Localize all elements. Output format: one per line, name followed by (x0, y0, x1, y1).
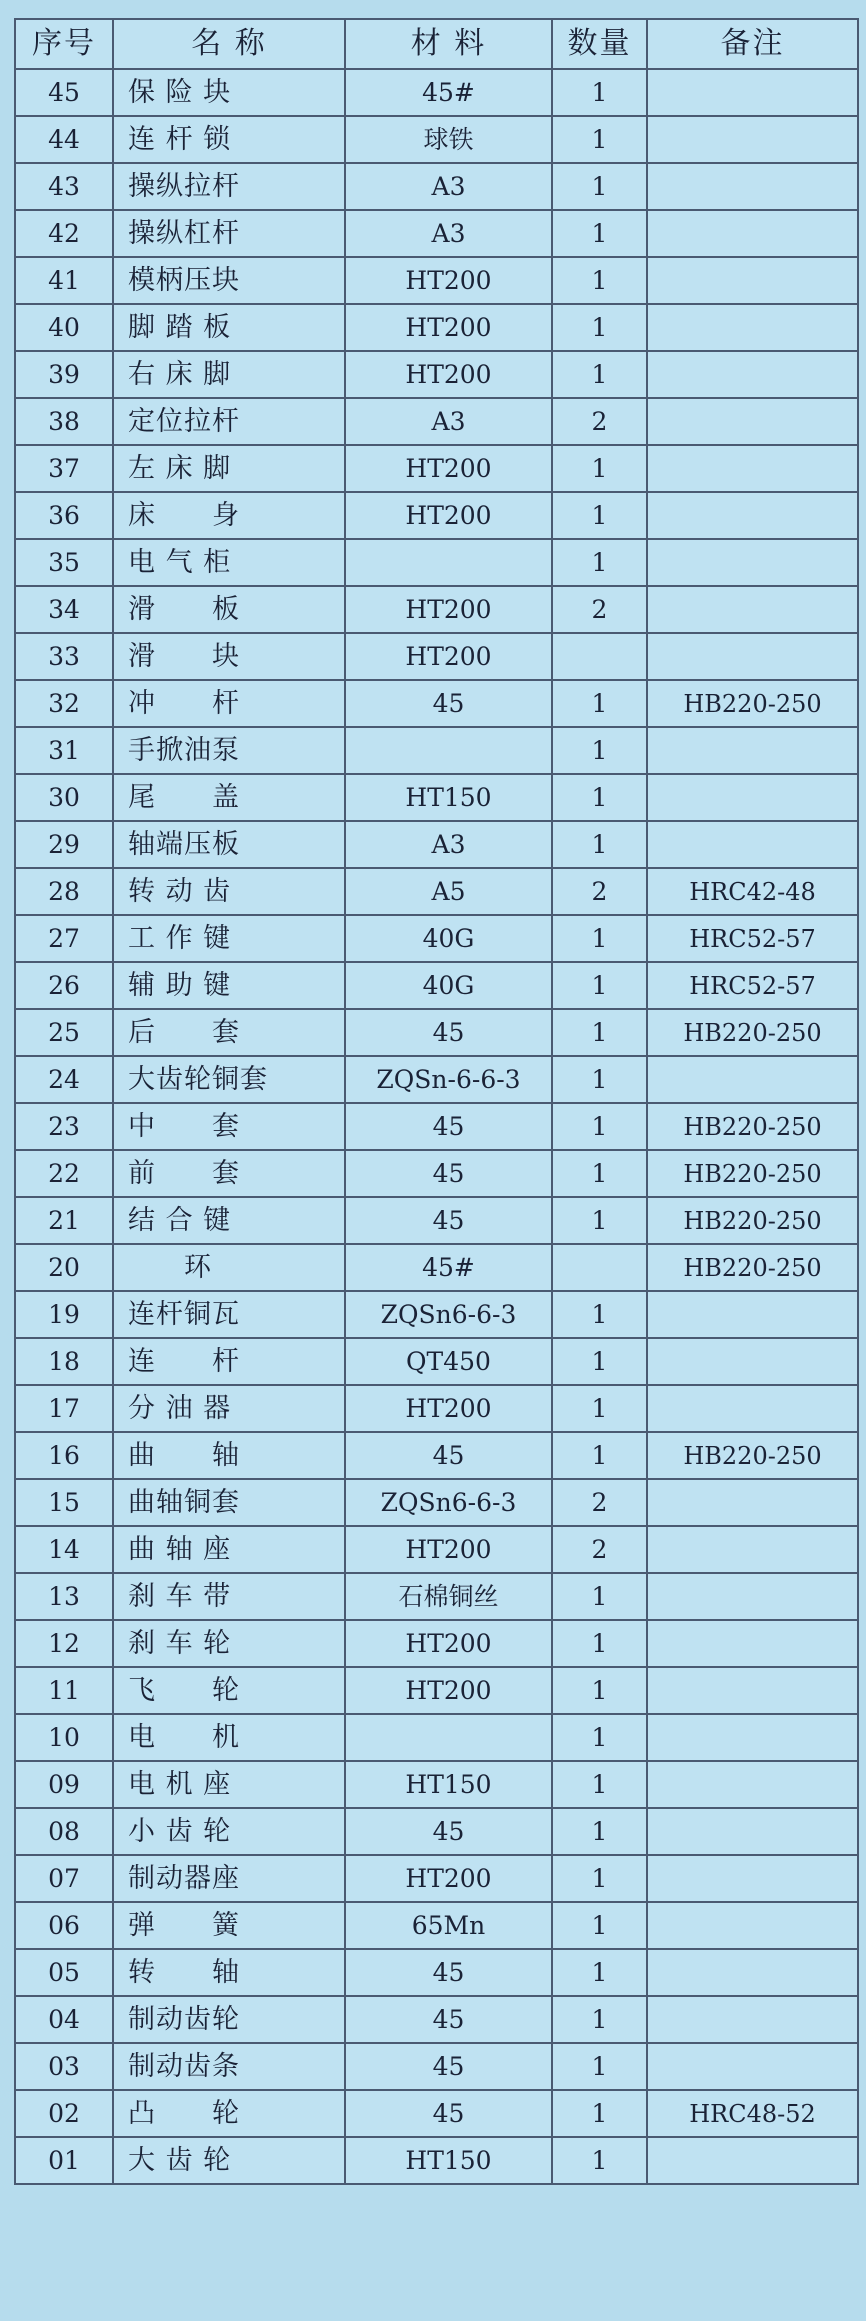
row-no: 29 (15, 821, 113, 868)
row-qty: 1 (552, 1855, 647, 1902)
table-row (15, 1855, 858, 1902)
row-note (647, 163, 858, 210)
row-no: 19 (15, 1291, 113, 1338)
row-material: HT200 (345, 1526, 552, 1573)
row-no: 24 (15, 1056, 113, 1103)
row-note (647, 1761, 858, 1808)
header-note: 备注 (647, 19, 858, 69)
row-material: A3 (345, 163, 552, 210)
row-no: 03 (15, 2043, 113, 2090)
row-name: 操纵拉杆 (113, 163, 345, 210)
row-no: 13 (15, 1573, 113, 1620)
row-material: HT200 (345, 633, 552, 680)
row-qty: 1 (552, 304, 647, 351)
row-note (647, 1338, 858, 1385)
row-material: HT200 (345, 304, 552, 351)
row-material: 45 (345, 2090, 552, 2137)
row-qty: 2 (552, 1479, 647, 1526)
row-qty: 1 (552, 257, 647, 304)
table-row (15, 680, 858, 727)
row-material: A5 (345, 868, 552, 915)
table-row (15, 1197, 858, 1244)
table-row (15, 1291, 858, 1338)
row-qty: 1 (552, 69, 647, 116)
table-row (15, 1479, 858, 1526)
table-row (15, 962, 858, 1009)
row-note (647, 492, 858, 539)
row-note: HRC52-57 (647, 915, 858, 962)
row-no: 32 (15, 680, 113, 727)
table-row (15, 2043, 858, 2090)
row-qty: 1 (552, 1949, 647, 1996)
row-name: 刹 车 带 (113, 1573, 345, 1620)
header-name: 名 称 (113, 19, 345, 69)
row-material: HT200 (345, 257, 552, 304)
row-name: 工 作 键 (113, 915, 345, 962)
row-note (647, 633, 858, 680)
row-note: HB220-250 (647, 1197, 858, 1244)
row-name: 电 气 柜 (113, 539, 345, 586)
row-qty: 1 (552, 210, 647, 257)
row-material: HT150 (345, 774, 552, 821)
table-row (15, 398, 858, 445)
row-note: HRC52-57 (647, 962, 858, 1009)
table-row (15, 633, 858, 680)
row-qty: 1 (552, 1573, 647, 1620)
row-note (647, 1855, 858, 1902)
row-material: 45 (345, 1103, 552, 1150)
row-name: 环 (113, 1244, 345, 1291)
row-note (647, 1996, 858, 2043)
row-material: 40G (345, 962, 552, 1009)
row-no: 39 (15, 351, 113, 398)
row-note: HRC48-52 (647, 2090, 858, 2137)
row-no: 37 (15, 445, 113, 492)
row-material: HT200 (345, 1385, 552, 1432)
row-no: 14 (15, 1526, 113, 1573)
row-material: HT200 (345, 445, 552, 492)
row-note (647, 586, 858, 633)
row-material: 45 (345, 1432, 552, 1479)
table-row (15, 1432, 858, 1479)
row-no: 28 (15, 868, 113, 915)
row-no: 33 (15, 633, 113, 680)
table-row (15, 1808, 858, 1855)
row-name: 凸 轮 (113, 2090, 345, 2137)
row-name: 连 杆 (113, 1338, 345, 1385)
row-material: A3 (345, 398, 552, 445)
row-note (647, 2137, 858, 2184)
row-material: ZQSn-6-6-3 (345, 1056, 552, 1103)
row-material (345, 1714, 552, 1761)
table-row (15, 116, 858, 163)
row-qty: 1 (552, 492, 647, 539)
row-no: 38 (15, 398, 113, 445)
row-qty: 1 (552, 1009, 647, 1056)
row-no: 04 (15, 1996, 113, 2043)
row-qty: 1 (552, 962, 647, 1009)
row-material: HT200 (345, 1667, 552, 1714)
row-no: 42 (15, 210, 113, 257)
table-row (15, 1103, 858, 1150)
row-name: 结 合 键 (113, 1197, 345, 1244)
row-name: 制动齿条 (113, 2043, 345, 2090)
table-row (15, 445, 858, 492)
row-note (647, 1949, 858, 1996)
row-material: ZQSn6-6-3 (345, 1291, 552, 1338)
table-row (15, 1150, 858, 1197)
row-material: 45 (345, 1197, 552, 1244)
row-name: 手掀油泵 (113, 727, 345, 774)
row-note (647, 2043, 858, 2090)
row-note (647, 774, 858, 821)
row-note (647, 1902, 858, 1949)
row-name: 小 齿 轮 (113, 1808, 345, 1855)
row-name: 床 身 (113, 492, 345, 539)
row-material: 40G (345, 915, 552, 962)
row-qty: 1 (552, 351, 647, 398)
row-note (647, 1385, 858, 1432)
table-row (15, 586, 858, 633)
row-material: 45 (345, 1808, 552, 1855)
row-material (345, 539, 552, 586)
table-row (15, 1714, 858, 1761)
row-material (345, 727, 552, 774)
row-note: HRC42-48 (647, 868, 858, 915)
parts-list-table (14, 18, 859, 2185)
row-name: 刹 车 轮 (113, 1620, 345, 1667)
row-qty: 2 (552, 398, 647, 445)
row-qty: 1 (552, 1667, 647, 1714)
table-row (15, 821, 858, 868)
row-note (647, 727, 858, 774)
row-name: 大 齿 轮 (113, 2137, 345, 2184)
row-no: 30 (15, 774, 113, 821)
row-name: 滑 块 (113, 633, 345, 680)
row-note: HB220-250 (647, 1103, 858, 1150)
row-no: 09 (15, 1761, 113, 1808)
row-no: 10 (15, 1714, 113, 1761)
table-row (15, 2090, 858, 2137)
row-no: 26 (15, 962, 113, 1009)
row-no: 20 (15, 1244, 113, 1291)
table-row (15, 304, 858, 351)
row-qty: 1 (552, 1714, 647, 1761)
table-row (15, 1902, 858, 1949)
row-note (647, 351, 858, 398)
row-material: HT200 (345, 351, 552, 398)
table-row (15, 1244, 858, 1291)
row-note (647, 1573, 858, 1620)
row-qty: 1 (552, 1291, 647, 1338)
row-material: QT450 (345, 1338, 552, 1385)
row-name: 模柄压块 (113, 257, 345, 304)
row-name: 脚 踏 板 (113, 304, 345, 351)
row-name: 制动器座 (113, 1855, 345, 1902)
row-qty: 1 (552, 727, 647, 774)
row-qty: 1 (552, 1056, 647, 1103)
row-name: 前 套 (113, 1150, 345, 1197)
row-note (647, 304, 858, 351)
row-name: 曲轴铜套 (113, 1479, 345, 1526)
row-name: 定位拉杆 (113, 398, 345, 445)
row-qty: 1 (552, 1761, 647, 1808)
row-note: HB220-250 (647, 1432, 858, 1479)
row-name: 后 套 (113, 1009, 345, 1056)
row-name: 保 险 块 (113, 69, 345, 116)
row-name: 中 套 (113, 1103, 345, 1150)
row-note: HB220-250 (647, 1150, 858, 1197)
table-row (15, 210, 858, 257)
row-no: 17 (15, 1385, 113, 1432)
row-name: 曲 轴 (113, 1432, 345, 1479)
row-name: 左 床 脚 (113, 445, 345, 492)
table-row (15, 1056, 858, 1103)
row-qty: 1 (552, 2137, 647, 2184)
table-row (15, 163, 858, 210)
table-row (15, 1385, 858, 1432)
row-qty: 1 (552, 445, 647, 492)
table-row (15, 868, 858, 915)
row-qty: 1 (552, 116, 647, 163)
table-row (15, 492, 858, 539)
row-material: 45 (345, 2043, 552, 2090)
row-name: 制动齿轮 (113, 1996, 345, 2043)
row-material: A3 (345, 210, 552, 257)
row-qty: 1 (552, 1432, 647, 1479)
table-row (15, 774, 858, 821)
row-note (647, 398, 858, 445)
row-no: 01 (15, 2137, 113, 2184)
row-no: 27 (15, 915, 113, 962)
row-material: 45 (345, 1009, 552, 1056)
row-qty: 2 (552, 1526, 647, 1573)
row-no: 34 (15, 586, 113, 633)
row-no: 45 (15, 69, 113, 116)
row-name: 曲 轴 座 (113, 1526, 345, 1573)
row-qty: 1 (552, 2043, 647, 2090)
row-qty: 1 (552, 915, 647, 962)
row-no: 44 (15, 116, 113, 163)
row-qty: 2 (552, 868, 647, 915)
header-no: 序号 (15, 19, 113, 69)
row-qty: 1 (552, 1150, 647, 1197)
row-qty: 2 (552, 586, 647, 633)
row-no: 23 (15, 1103, 113, 1150)
row-no: 11 (15, 1667, 113, 1714)
row-no: 16 (15, 1432, 113, 1479)
row-material: 45# (345, 1244, 552, 1291)
row-qty: 1 (552, 1620, 647, 1667)
parts-list-sheet (14, 18, 857, 2185)
table-row (15, 1996, 858, 2043)
table-row (15, 1338, 858, 1385)
row-no: 40 (15, 304, 113, 351)
row-note (647, 210, 858, 257)
row-material: HT200 (345, 492, 552, 539)
row-qty: 1 (552, 1902, 647, 1949)
table-row (15, 69, 858, 116)
row-qty: 1 (552, 680, 647, 727)
row-note (647, 1056, 858, 1103)
row-note (647, 1714, 858, 1761)
table-row (15, 257, 858, 304)
row-qty: 1 (552, 1338, 647, 1385)
row-name: 转 动 齿 (113, 868, 345, 915)
row-no: 05 (15, 1949, 113, 1996)
row-note (647, 1620, 858, 1667)
row-material: HT150 (345, 2137, 552, 2184)
row-no: 06 (15, 1902, 113, 1949)
row-no: 43 (15, 163, 113, 210)
row-note (647, 539, 858, 586)
table-row (15, 1009, 858, 1056)
row-qty: 1 (552, 1996, 647, 2043)
row-name: 辅 助 键 (113, 962, 345, 1009)
row-name: 连杆铜瓦 (113, 1291, 345, 1338)
row-material: HT150 (345, 1761, 552, 1808)
row-note (647, 116, 858, 163)
row-material: HT200 (345, 586, 552, 633)
table-row (15, 539, 858, 586)
row-name: 尾 盖 (113, 774, 345, 821)
row-name: 滑 板 (113, 586, 345, 633)
row-no: 22 (15, 1150, 113, 1197)
row-name: 弹 簧 (113, 1902, 345, 1949)
table-row (15, 915, 858, 962)
row-no: 21 (15, 1197, 113, 1244)
row-material: 45 (345, 680, 552, 727)
row-no: 18 (15, 1338, 113, 1385)
row-name: 大齿轮铜套 (113, 1056, 345, 1103)
row-qty: 1 (552, 163, 647, 210)
row-note: HB220-250 (647, 1244, 858, 1291)
row-name: 右 床 脚 (113, 351, 345, 398)
row-name: 飞 轮 (113, 1667, 345, 1714)
row-qty (552, 633, 647, 680)
row-name: 电 机 (113, 1714, 345, 1761)
table-body (15, 69, 858, 2184)
row-note (647, 1291, 858, 1338)
row-material: 45 (345, 1996, 552, 2043)
row-no: 07 (15, 1855, 113, 1902)
row-qty: 1 (552, 539, 647, 586)
row-qty: 1 (552, 1103, 647, 1150)
row-note (647, 821, 858, 868)
row-note (647, 257, 858, 304)
row-material: A3 (345, 821, 552, 868)
row-qty: 1 (552, 774, 647, 821)
header-row (15, 19, 858, 69)
header-qty: 数量 (552, 19, 647, 69)
row-name: 连 杆 锁 (113, 116, 345, 163)
row-note (647, 1808, 858, 1855)
row-no: 41 (15, 257, 113, 304)
row-no: 02 (15, 2090, 113, 2137)
row-qty: 1 (552, 1385, 647, 1432)
row-material: 45# (345, 69, 552, 116)
row-qty: 1 (552, 2090, 647, 2137)
row-material: HT200 (345, 1620, 552, 1667)
table-row (15, 1526, 858, 1573)
row-qty (552, 1244, 647, 1291)
row-qty: 1 (552, 821, 647, 868)
row-name: 轴端压板 (113, 821, 345, 868)
row-no: 25 (15, 1009, 113, 1056)
row-note: HB220-250 (647, 680, 858, 727)
row-qty: 1 (552, 1197, 647, 1244)
row-name: 电 机 座 (113, 1761, 345, 1808)
row-name: 操纵杠杆 (113, 210, 345, 257)
row-no: 36 (15, 492, 113, 539)
row-material: HT200 (345, 1855, 552, 1902)
table-row (15, 727, 858, 774)
row-no: 12 (15, 1620, 113, 1667)
row-name: 转 轴 (113, 1949, 345, 1996)
row-material: 45 (345, 1150, 552, 1197)
row-note: HB220-250 (647, 1009, 858, 1056)
row-material: ZQSn6-6-3 (345, 1479, 552, 1526)
row-name: 冲 杆 (113, 680, 345, 727)
row-name: 分 油 器 (113, 1385, 345, 1432)
row-note (647, 69, 858, 116)
row-no: 08 (15, 1808, 113, 1855)
row-no: 15 (15, 1479, 113, 1526)
row-no: 35 (15, 539, 113, 586)
row-material: 65Mn (345, 1902, 552, 1949)
table-row (15, 1949, 858, 1996)
table-row (15, 1620, 858, 1667)
row-material: 球铁 (345, 116, 552, 163)
row-note (647, 1479, 858, 1526)
row-no: 31 (15, 727, 113, 774)
table-row (15, 2137, 858, 2184)
header-material: 材 料 (345, 19, 552, 69)
row-note (647, 1526, 858, 1573)
table-row (15, 1573, 858, 1620)
row-material: 石棉铜丝 (345, 1573, 552, 1620)
row-material: 45 (345, 1949, 552, 1996)
row-note (647, 1667, 858, 1714)
row-note (647, 445, 858, 492)
table-row (15, 1761, 858, 1808)
table-row (15, 351, 858, 398)
row-qty: 1 (552, 1808, 647, 1855)
table-row (15, 1667, 858, 1714)
